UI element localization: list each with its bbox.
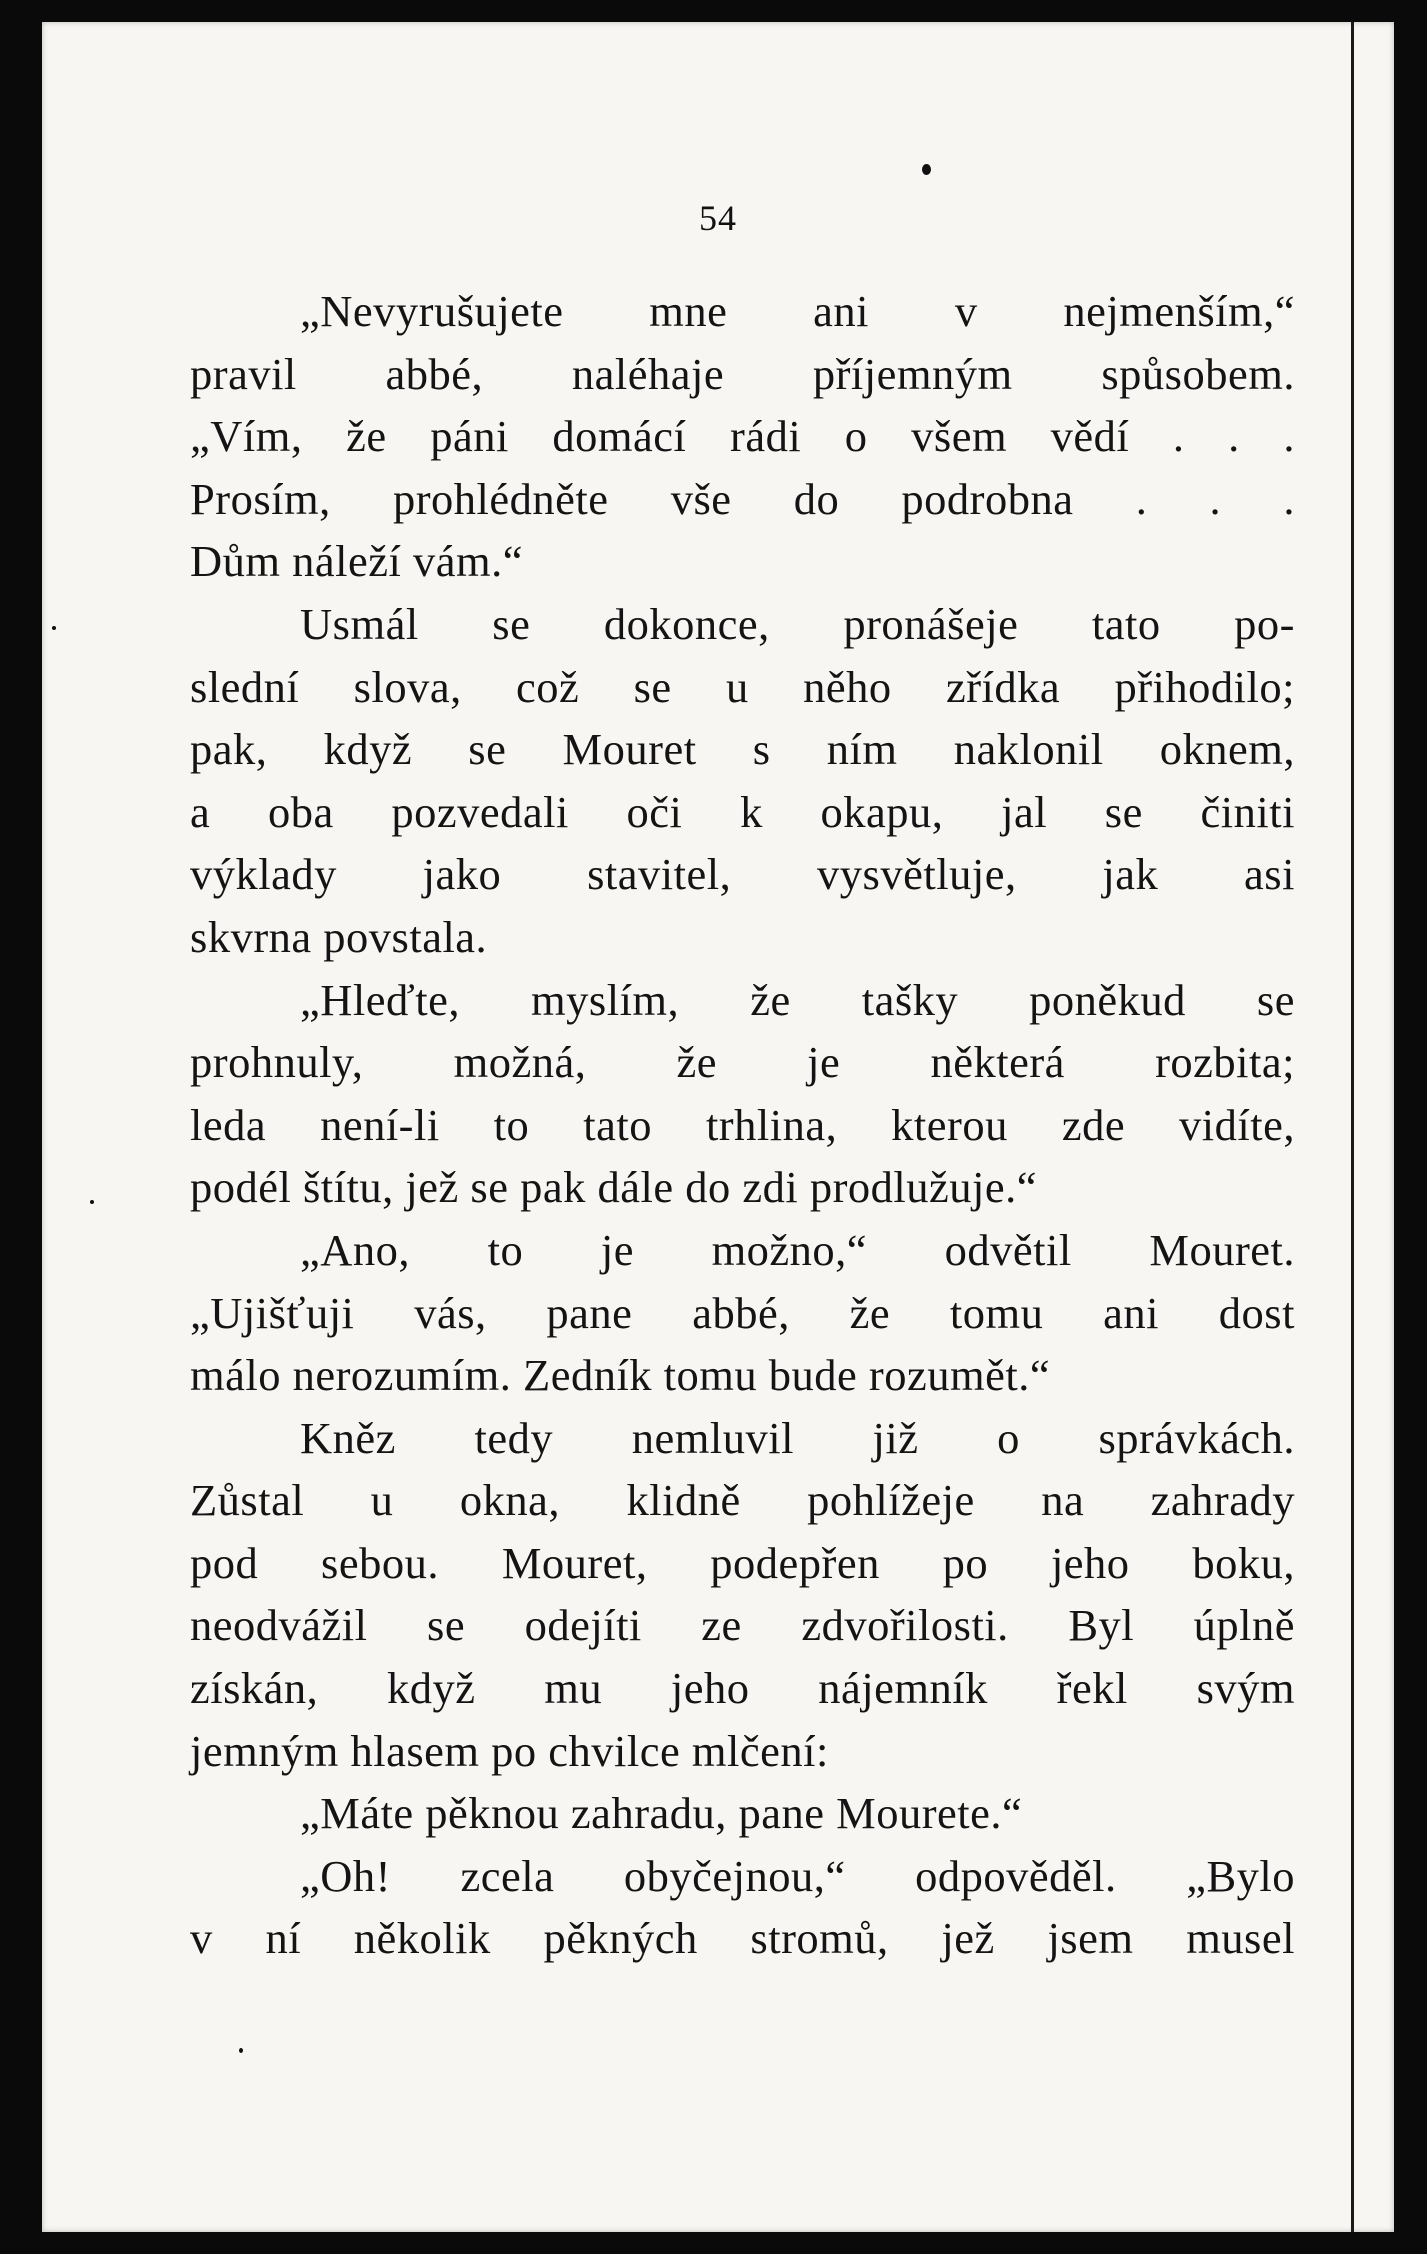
body-text [190, 280, 1295, 1970]
text-line: Prosím, prohlédněte vše do podrobna . . . [190, 473, 1295, 524]
text-line: podél štítu, jež se pak dále do zdi prodlužuje.“ [190, 1162, 1037, 1213]
text-line: neodvážil se odejíti ze zdvořilosti. Byl úplně [190, 1600, 1295, 1651]
text-line: leda není-li to tato trhlina, kterou zde vidíte, [190, 1099, 1295, 1150]
text-line: Zůstal u okna, klidně pohlížeje na zahrady [190, 1475, 1295, 1526]
text-line: „Hleďte, myslím, že tašky poněkud se [300, 974, 1295, 1025]
text-line: jemným hlasem po chvilce mlčení: [190, 1725, 829, 1776]
ink-speck [239, 2048, 243, 2053]
text-line: pak, když se Mouret s ním naklonil oknem, [190, 724, 1295, 775]
text-line: „Ujišťuji vás, pane abbé, že tomu ani dost [190, 1287, 1295, 1338]
text-line: málo nerozumím. Zedník tomu bude rozumět.“ [190, 1350, 1051, 1401]
text-line: Dům náleží vám.“ [190, 536, 523, 587]
ink-speck [922, 164, 931, 175]
text-line: získán, když mu jeho nájemník řekl svým [190, 1663, 1295, 1714]
text-line: prohnuly, možná, že je některá rozbita; [190, 1037, 1295, 1088]
text-line: a oba pozvedali oči k okapu, jal se činiti [190, 786, 1295, 837]
text-line: „Oh! zcela obyčejnou,“ odpověděl. „Bylo [300, 1850, 1295, 1901]
text-line: skvrna povstala. [190, 911, 488, 962]
ink-speck [52, 626, 56, 630]
text-line: „Nevyrušujete mne ani v nejmenším,“ [300, 286, 1295, 336]
text-line: Usmál se dokonce, pronášeje tato po- [300, 598, 1295, 649]
text-line: „Vím, že páni domácí rádi o všem vědí . . . [190, 411, 1295, 462]
text-line: výklady jako stavitel, vysvětluje, jak asi [190, 849, 1295, 900]
text-line: pravil abbé, naléhaje příjemným spůsobem. [190, 348, 1295, 399]
text-line: „Máte pěknou zahradu, pane Mourete.“ [300, 1788, 1023, 1839]
page-edge-rule [1351, 22, 1354, 2232]
text-line: v ní několik pěkných stromů, jež jsem musel [190, 1913, 1295, 1964]
text-line: Kněz tedy nemluvil již o správkách. [300, 1412, 1295, 1463]
text-line: „Ano, to je možno,“ odvětil Mouret. [300, 1224, 1295, 1275]
page-number: 54 [699, 198, 737, 238]
text-line: pod sebou. Mouret, podepřen po jeho boku, [190, 1537, 1295, 1588]
ink-speck [90, 1200, 94, 1204]
text-line: slední slova, což se u něho zřídka přihodilo; [190, 661, 1295, 712]
